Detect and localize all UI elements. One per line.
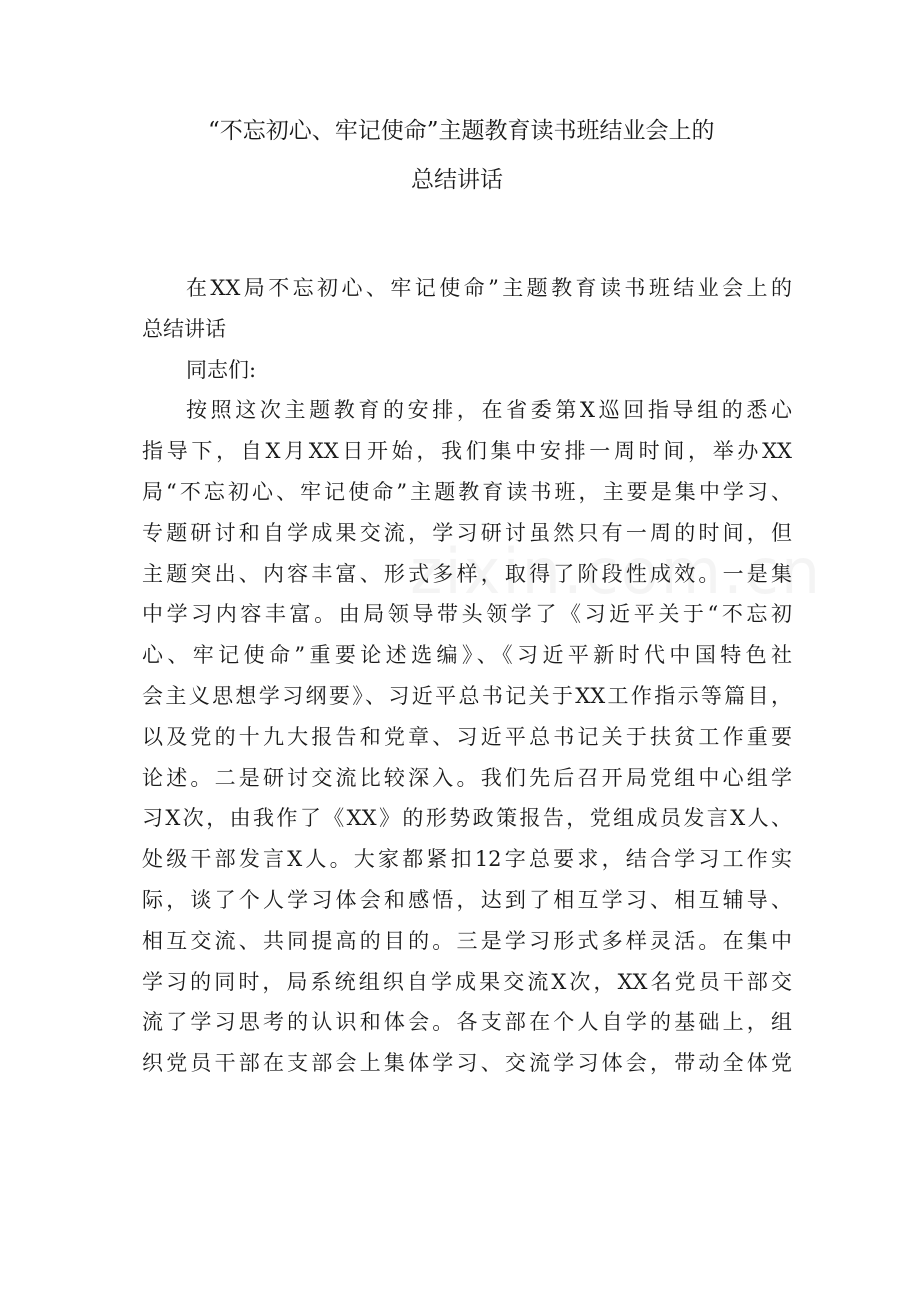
subtitle-line: 总结讲话 <box>142 316 226 341</box>
paragraph-line: 专题研讨和自学成果交流，学习研讨虽然只有一周的时间，但 <box>142 520 792 545</box>
paragraph-line: 局“不忘初心、牢记使命”主题教育读书班，主要是集中学习、 <box>142 479 792 504</box>
paragraph-line: 按照这次主题教育的安排，在省委第X巡回指导组的悉心 <box>186 398 792 423</box>
paragraph-line: 论述。二是研讨交流比较深入。我们先后召开局党组中心组学 <box>142 765 792 790</box>
paragraph-line: 际，谈了个人学习体会和感悟，达到了相互学习、相互辅导、 <box>142 887 792 912</box>
paragraph-line: 中学习内容丰富。由局领导带头领学了《习近平关于“不忘初 <box>142 602 792 627</box>
paragraph-line: 处级干部发言X人。大家都紧扣12字总要求，结合学习工作实 <box>142 847 792 872</box>
paragraph-line: 织党员干部在支部会上集体学习、交流学习体会，带动全体党 <box>142 1051 792 1076</box>
subtitle-line: 在XX局不忘初心、牢记使命”主题教育读书班结业会上的 <box>186 276 792 300</box>
paragraph-line: 心、牢记使命”重要论述选编》、《习近平新时代中国特色社 <box>142 643 792 668</box>
paragraph-line: 以及党的十九大报告和党章、习近平总书记关于扶贫工作重要 <box>142 724 792 749</box>
paragraph-line: 指导下，自X月XX日开始，我们集中安排一周时间，举办XX <box>142 439 792 464</box>
paragraph-line: 主题突出、内容丰富、形式多样，取得了阶段性成效。一是集 <box>142 561 792 586</box>
paragraph-line: 学习的同时，局系统组织自学成果交流X次，XX名党员干部交 <box>142 969 792 994</box>
salutation: 同志们: <box>186 357 257 382</box>
document-title-line2: 总结讲话 <box>411 167 503 193</box>
paragraph-line: 习X次，由我作了《XX》的形势政策报告，党组成员发言X人、 <box>142 806 792 831</box>
paragraph-line: 流了学习思考的认识和体会。各支部在个人自学的基础上，组 <box>142 1010 792 1035</box>
paragraph-line: 相互交流、共同提高的目的。三是学习形式多样灵活。在集中 <box>142 928 792 953</box>
document-title-line1: “不忘初心、牢记使命”主题教育读书班结业会上的 <box>208 118 715 144</box>
document-body <box>142 268 792 1084</box>
paragraph-line: 会主义思想学习纲要》、习近平总书记关于XX工作指示等篇目， <box>142 683 792 708</box>
